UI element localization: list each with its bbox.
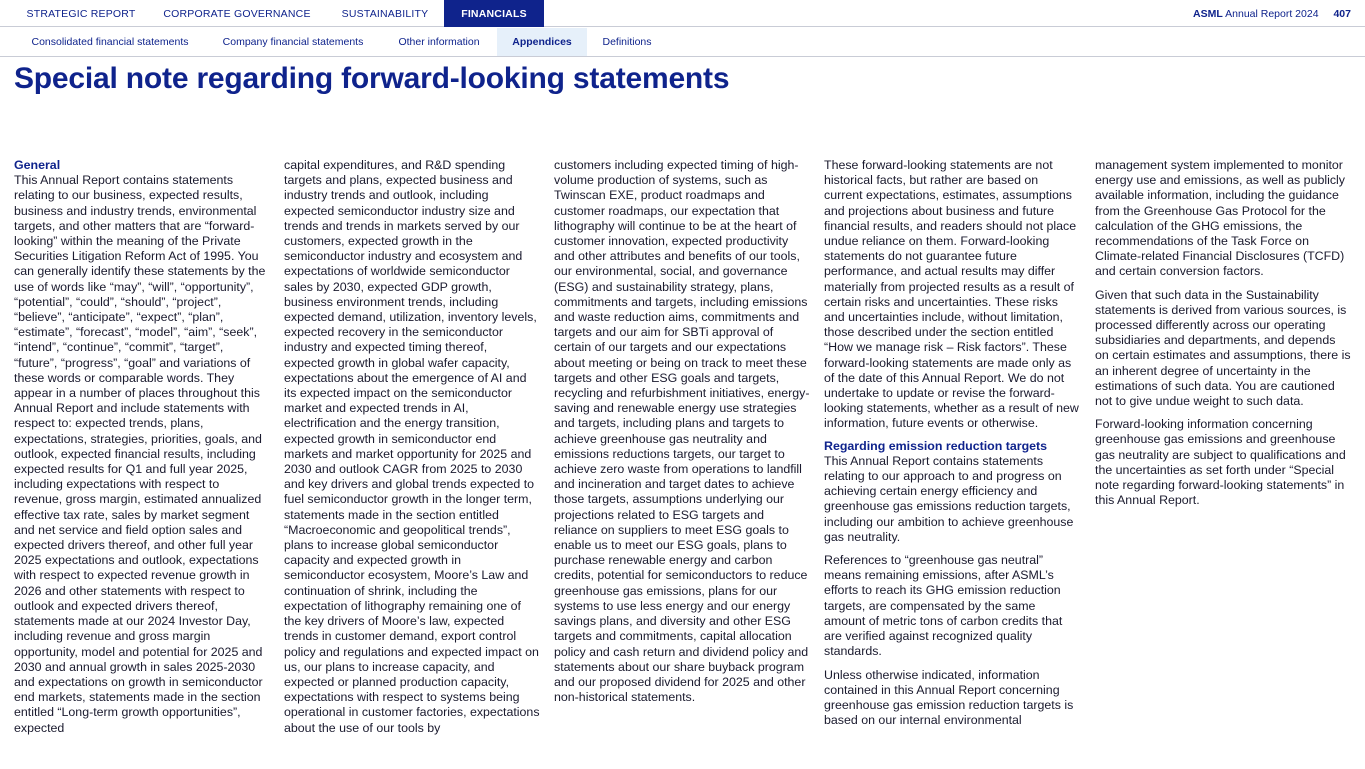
paragraph: These forward-looking statements are not historical facts, but rather are based on current expectations, estimates, assumptions and projections about business and future financial results, and readers should not place undue reliance on them. Forward-looking statements do not guarantee future performance, and actual results may differ materially from projected results as a result of certain risks and uncertainties. These risks and uncertainties include, without limitation, those described under the section entitled “How we manage risk – Risk factors”. These forward-looking statements are made only as of the date of this Annual Report. We do not undertake to update or revise the forward-looking statements, whether as a result of new information, future events or otherwise. bbox=[824, 158, 1079, 431]
top-navigation bbox=[0, 0, 1365, 27]
subtab-definitions[interactable]: Definitions bbox=[602, 36, 652, 48]
paragraph: References to “greenhouse gas neutral” means remaining emissions, after ASML’s efforts to reach its GHG emission reduction targets, are compensated by the same amount of metric tons of carbon credits that are verified against recognized quality standards. bbox=[824, 553, 1063, 659]
page-title: Special note regarding forward-looking statements bbox=[14, 62, 730, 95]
paragraph: Unless otherwise indicated, information contained in this Annual Report concerning greenhouse gas emission reduction targets is based on our internal environmental bbox=[824, 667, 1074, 728]
section-heading-general: General bbox=[14, 158, 61, 172]
subtab-other-information[interactable]: Other information bbox=[398, 36, 480, 48]
text-column-2 bbox=[284, 158, 540, 736]
text-column-5 bbox=[1095, 158, 1351, 508]
paragraph: This Annual Report contains statements relating to our business, expected results, business and industry trends, environmental targets, and other matters that are “forward-looking” within the meaning of the Private Securities Litigation Reform Act of 1995. You can generally identify these statements by the use of words like “may”, “will”, “opportunity”, “potential”, “could”, “should”, “project”, “believe”, “anticipate”, “expect”, “plan”, “estimate”, “forecast”, “model”, “aim”, “seek”, “intend”, “continue”, “commit”, “target”, “future”, “progress”, “goal” and variations of these words or comparable words. They appear in a number of places throughout this Annual Report and include statements with respect to: expected trends, plans, expectations, strategies, priorities, goals, and outlook, expected financial results, including expected results for Q1 and full year 2025, including expectations with respect to revenue, gross margin, estimated annualized effective tax rate, sales by market segment and net service and field option sales and expected drivers thereof, and other full year 2025 expectations and outlook, expectations with respect to expected revenue growth in 2026 and other statements with respect to outlook and expected drivers thereof, statements made at our 2024 Investor Day, including revenue and gross margin opportunity, model and potential for 2025 and 2030 and annual growth in sales 2025-2030 and expectations on growth in semiconductor end markets, statements made in the section entitled “Long-term growth opportunities”, expected bbox=[14, 173, 266, 735]
paragraph: capital expenditures, and R&D spending targets and plans, expected business and industry trends and outlook, including expected semiconductor industry size and trends and trends in markets served by our customers, expected growth in the semiconductor industry and ecosystem and expectations of worldwide semiconductor sales by 2030, expected GDP growth, business environment trends, including expected demand, utilization, inventory levels, expected recovery in the semiconductor industry and expected timing thereof, expected growth in global wafer capacity, expectations about the emergence of AI and its expected impact on the semiconductor market and expected trends in AI, electrification and the energy transition, expected growth in semiconductor end markets and market opportunity for 2025 and 2030 and outlook CAGR from 2025 to 2030 and key drivers and global trends expected to fuel semiconductor growth in the longer term, statements made in the section entitled “Macroeconomic and geopolitical trends”, plans to increase global semiconductor capacity and expected growth in semiconductor ecosystem, Moore’s Law and continuation of shrink, including the expectation of lithography remaining one of the key drivers of Moore’s law, expected trends in customer demand, export control policy and regulations and expected impact on us, our plans to increase capacity, and expected or planned production capacity, expectations with respect to systems being operational in customer factories, expectations about the use of our tools by bbox=[284, 158, 540, 735]
tab-sustainability[interactable]: SUSTAINABILITY bbox=[341, 8, 429, 20]
report-title: Annual Report 2024 bbox=[1225, 8, 1319, 20]
text-column-3 bbox=[554, 158, 810, 705]
paragraph: This Annual Report contains statements relating to our approach to and progress on achieving certain energy efficiency and greenhouse gas emissions reduction targets, including our ambition to achieve greenhouse gas neutrality. bbox=[824, 453, 1074, 544]
paragraph: Given that such data in the Sustainability statements is derived from various sources, is processed differently across our operating subsidiaries and departments, and depends on certain estimates and assumptions, there is an inherent degree of uncertainty in the estimations of such data. You are cautioned not to give undue weight to such data. bbox=[1095, 287, 1351, 409]
paragraph: customers including expected timing of high-volume production of systems, such as Twinscan EXE, product roadmaps and customer roadmaps, our expectation that lithography will continue to be at the heart of customer innovation, expected productivity and other attributes and benefits of our tools, our environmental, social, and governance (ESG) and sustainability strategy, plans, commitments and targets, including emissions and waste reduction aims, commitments and targets and our aim for SBTi approval of certain of our targets and our expectations about meeting or being on track to meet these targets and other ESG goals and targets, recycling and refurbishment initiatives, energy-saving and renewable energy use strategies and targets, including plans and targets to achieve greenhouse gas neutrality and emissions reductions targets, our target to achieve zero waste from operations to landfill and incineration and target dates to achieve those targets, assumptions underlying our projections related to ESG targets and reliance on suppliers to meet ESG goals to enable us to meet our ESG goals, plans to purchase renewable energy and carbon credits, potential for semiconductors to reduce greenhouse gas emissions, plans for our systems to use less energy and our energy savings plans, and diversity and other ESG targets and commitments, capital allocation policy and cash return and dividend policy and statements about our share buyback program and our proposed dividend for 2025 and other non-historical statements. bbox=[554, 158, 810, 705]
report-branding bbox=[1193, 0, 1351, 27]
sub-navigation bbox=[0, 28, 1365, 57]
subtab-company-financial-statements[interactable]: Company financial statements bbox=[222, 36, 364, 48]
brand-name: ASML bbox=[1193, 8, 1223, 20]
tab-corporate-governance[interactable]: CORPORATE GOVERNANCE bbox=[163, 8, 311, 20]
tab-strategic-report[interactable]: STRATEGIC REPORT bbox=[26, 8, 136, 20]
subtab-appendices[interactable]: Appendices bbox=[497, 28, 587, 56]
section-heading-emission-targets: Regarding emission reduction targets bbox=[824, 438, 1048, 453]
tab-financials[interactable]: FINANCIALS bbox=[444, 0, 544, 27]
text-column-1 bbox=[14, 158, 270, 736]
subtab-consolidated-financial-statements[interactable]: Consolidated financial statements bbox=[31, 36, 189, 48]
text-column-4 bbox=[824, 158, 1080, 728]
paragraph: management system implemented to monitor energy use and emissions, as well as publicly available information, including the guidance from the Greenhouse Gas Protocol for the calculation of the GHG emissions, the recommendations of the Task Force on Climate-related Financial Disclosures (TCFD) and certain conversion factors. bbox=[1095, 158, 1346, 279]
page-number: 407 bbox=[1333, 8, 1351, 20]
paragraph: Forward-looking information concerning greenhouse gas emissions and greenhouse gas neutrality are subject to qualifications and the uncertainties as set forth under “Special note regarding forward-looking statements” in this Annual Report. bbox=[1095, 417, 1346, 508]
